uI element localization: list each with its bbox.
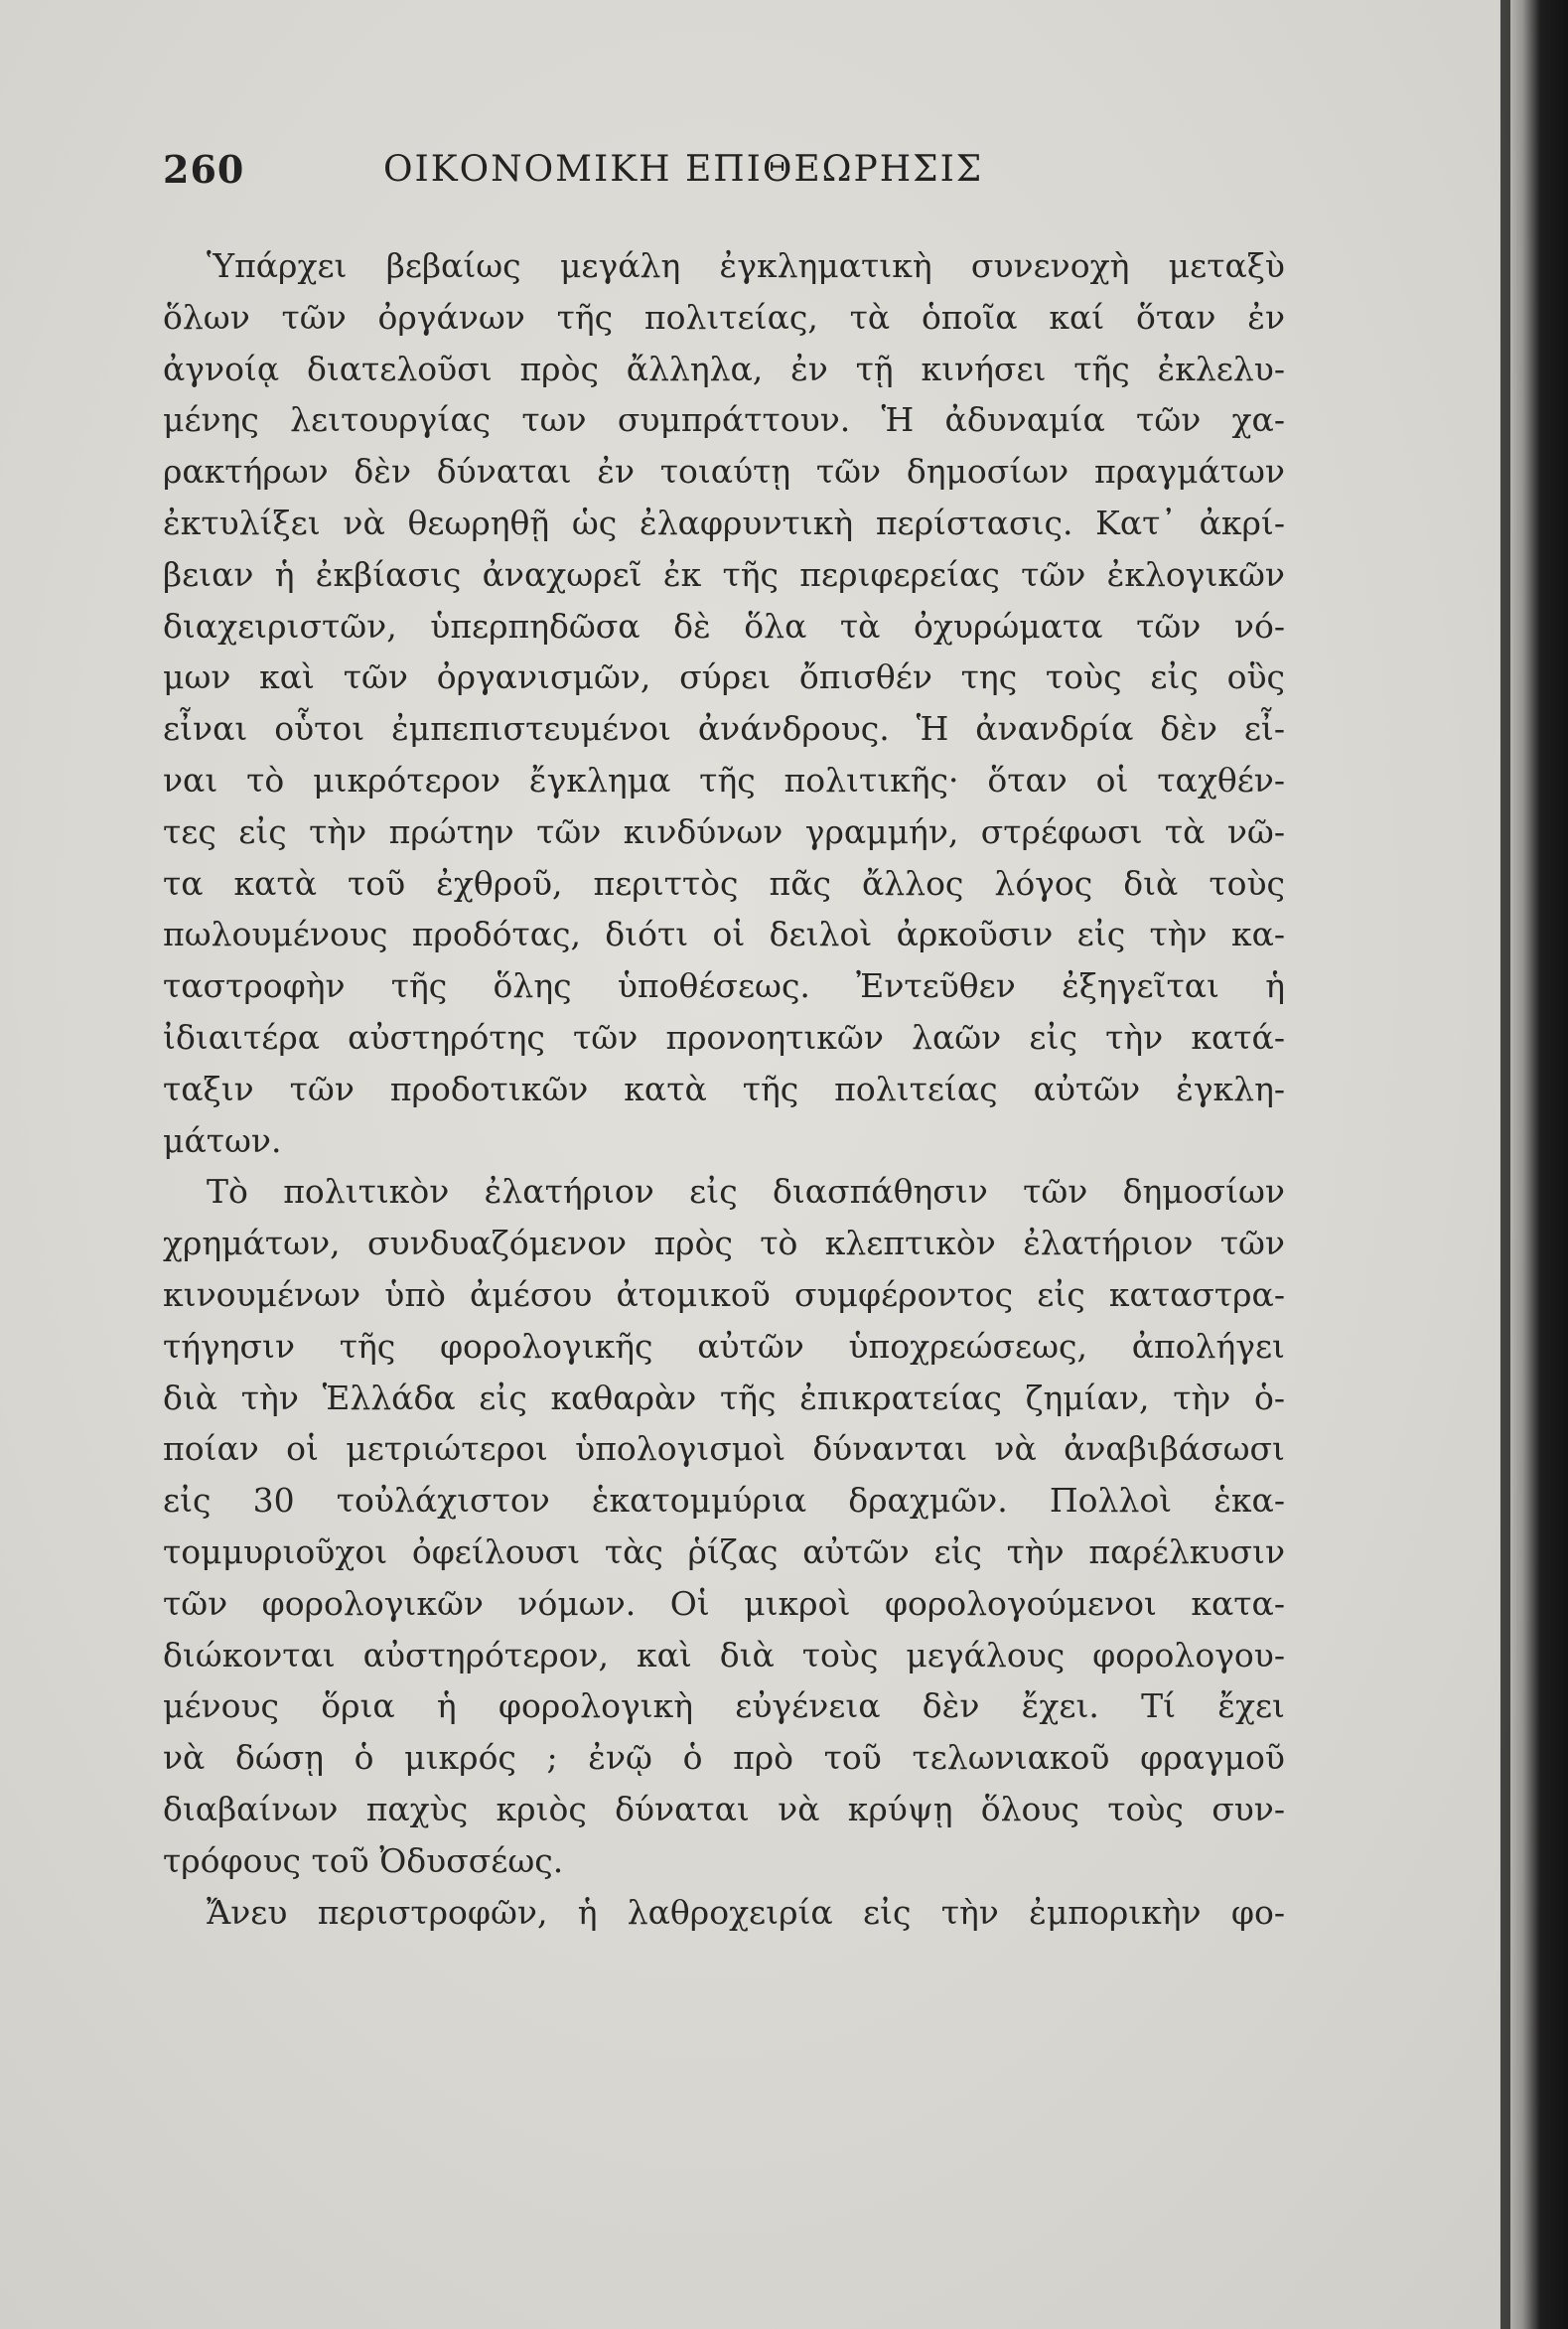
text-line: ὅλων τῶν ὀργάνων τῆς πολιτείας, τὰ ὁποῖα καί ὅταν ἐν [163,297,1285,337]
text-line: χρημάτων, συνδυαζόμενον πρὸς τὸ κλεπτικὸν ἐλατήριον τῶν [163,1224,1285,1263]
text-line: ναι τὸ μικρότερον ἔγκλημα τῆς πολιτικῆς· ὅταν οἱ ταχθέν- [163,760,1285,800]
text-line: βειαν ἡ ἐκβίασις ἀναχωρεῖ ἐκ τῆς περιφερείας τῶν ἐκλογικῶν [163,554,1285,594]
text-line: Ὑπάρχει βεβαίως μεγάλη ἐγκληματικὴ συνενοχὴ μεταξὺ [207,246,1285,285]
text-line: ποίαν οἱ μετριώτεροι ὑπολογισμοὶ δύνανται νὰ ἀναβιβάσωσι [163,1429,1285,1469]
text-line: διώκονται αὐστηρότερον, καὶ διὰ τοὺς μεγάλους φορολογου- [163,1635,1285,1674]
text-line: εἰς 30 τοὐλάχιστον ἑκατομμύρια δραχμῶν. Πολλοὶ ἑκα- [163,1481,1285,1521]
text-line: διαχειριστῶν, ὑπερπηδῶσα δὲ ὅλα τὰ ὀχυρώματα τῶν νό- [163,606,1285,646]
text-line: τήγησιν τῆς φορολογικῆς αὐτῶν ὑποχρεώσεως, ἀπολήγει [163,1326,1285,1366]
text-line: τρόφους τοῦ Ὀδυσσέως. [163,1840,564,1880]
text-line: ρακτήρων δὲν δύναται ἐν τοιαύτῃ τῶν δημοσίων πραγμάτων [163,452,1285,492]
text-line: τῶν φορολογικῶν νόμων. Οἱ μικροὶ φορολογούμενοι κατα- [163,1583,1285,1623]
body-text [163,240,1285,1938]
text-line: διαβαίνων παχὺς κριὸς δύναται νὰ κρύψῃ ὅλους τοὺς συν- [163,1789,1285,1828]
text-line: τες εἰς τὴν πρώτην τῶν κινδύνων γραμμήν, στρέφωσι τὰ νῶ- [163,811,1285,851]
text-line: μένους ὅρια ἡ φορολογικὴ εὐγένεια δὲν ἔχει. Τί ἔχει [163,1686,1285,1726]
text-line: μένης λειτουργίας των συμπράττουν. Ἡ ἀδυναμία τῶν χα- [163,400,1285,440]
text-line: ταξιν τῶν προδοτικῶν κατὰ τῆς πολιτείας αὐτῶν ἐγκλη- [163,1069,1285,1108]
text-line: Τὸ πολιτικὸν ἐλατήριον εἰς διασπάθησιν τῶν δημοσίων [207,1172,1285,1212]
page-number: 260 [163,147,245,192]
text-line: εἶναι οὗτοι ἐμπεπιστευμένοι ἀνάνδρους. Ἡ ἀνανδρία δὲν εἶ- [163,709,1285,749]
text-line: μάτων. [163,1120,282,1160]
text-line: νὰ δώσῃ ὁ μικρός ; ἐνῷ ὁ πρὸ τοῦ τελωνιακοῦ φραγμοῦ [163,1738,1285,1778]
book-spine-edge [1500,0,1510,2329]
text-line: ἐκτυλίξει νὰ θεωρηθῇ ὡς ἐλαφρυντικὴ περίστασις. Κατ᾽ ἀκρί- [163,503,1285,542]
text-line: ταστροφὴν τῆς ὅλης ὑποθέσεως. Ἐντεῦθεν ἐξηγεῖται ἡ [163,966,1285,1006]
text-line: τομμυριοῦχοι ὀφείλουσι τὰς ῥίζας αὐτῶν εἰς τὴν παρέλκυσιν [163,1531,1285,1571]
text-line: Ἄνευ περιστροφῶν, ἡ λαθροχειρία εἰς τὴν ἐμπορικὴν φο- [207,1892,1285,1932]
page-header [163,147,1335,207]
text-line: ἰδιαιτέρα αὐστηρότης τῶν προνοητικῶν λαῶν εἰς τὴν κατά- [163,1017,1285,1057]
text-line: διὰ τὴν Ἑλλάδα εἰς καθαρὰν τῆς ἐπικρατείας ζημίαν, τὴν ὁ- [163,1378,1285,1417]
text-line: ἀγνοίᾳ διατελοῦσι πρὸς ἄλληλα, ἐν τῇ κινήσει τῆς ἐκλελυ- [163,349,1285,388]
text-line: μων καὶ τῶν ὀργανισμῶν, σύρει ὄπισθέν της τοὺς εἰς οὓς [163,657,1285,697]
running-title: ΟΙΚΟΝΟΜΙΚΗ ΕΠΙΘΕΩΡΗΣΙΣ [383,149,984,190]
text-line: πωλουμένους προδότας, διότι οἱ δειλοὶ ἀρκοῦσιν εἰς τὴν κα- [163,915,1285,954]
text-line: κινουμένων ὑπὸ ἀμέσου ἀτομικοῦ συμφέροντος εἰς καταστρα- [163,1274,1285,1314]
text-line: τα κατὰ τοῦ ἐχθροῦ, περιττὸς πᾶς ἄλλος λόγος διὰ τοὺς [163,863,1285,903]
